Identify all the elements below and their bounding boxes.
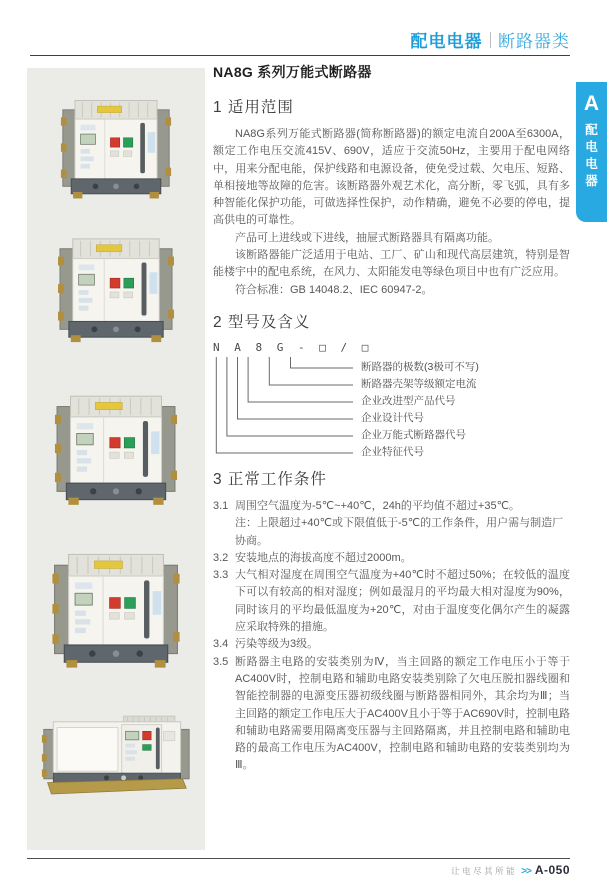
header-category: 配电电器 (410, 32, 483, 51)
product-photo-3 (53, 390, 179, 510)
model-diagram-lines (213, 357, 358, 457)
model-label-feature-code: 企业特征代号 (361, 445, 424, 458)
product-photo-panel (27, 68, 205, 850)
section-working-conditions (213, 467, 570, 775)
condition-item (213, 636, 570, 653)
model-designation-diagram (213, 341, 570, 464)
header-subcategory: 断路器类 (498, 32, 570, 51)
section2-heading: 2 型号及含义 (213, 313, 311, 331)
model-label-frame-current: 断路器壳架等级额定电流 (361, 377, 477, 390)
page-footer (451, 863, 570, 877)
footer-slogan: 让电尽其所能 (451, 866, 518, 876)
product-photo-1 (60, 93, 172, 205)
section1-paragraph: NA8G系列万能式断路器(简称断路器)的额定电流自200A至6300A，额定工作电压交流415V、690V，适应于交流50Hz，主要用于配电网络中，用来分配电能，保护线路和电源设备，使免受过载、欠电压、短路、单相接地等故障的危害。该断路器外观艺术化，高分断，零飞弧，具有多种智能化保护功能，可做选择性保护，动作精确，避免不必要的停电，提高供电的可靠性。 (213, 128, 570, 227)
condition-text: 大气相对湿度在周围空气温度为+40℃时不超过50%；在较低的温度下可以有较高的相对湿度；例如最湿月的平均最大相对湿度为90%，同时该月的平均最低温度为+20℃，对由于温度变化偶尔产生的凝露应采取特殊的措施。 (235, 569, 570, 634)
section1-paragraph: 产品可上进线或下进线，抽屉式断路器具有隔离功能。 (235, 231, 499, 244)
section1-heading: 1 适用范围 (213, 99, 294, 116)
footer-arrows: >> (521, 866, 531, 877)
model-label-improved-product: 企业改进型产品代号 (361, 394, 456, 407)
header-separator (490, 32, 492, 48)
condition-text: 断路器主电路的安装类别为Ⅳ，当主回路的额定工作电压小于等于AC400V时，控制电路和辅助电路安装类别除了欠电压脱扣器线圈和智能控制器的电源变压器初级线圈与断路器相同外，其余均为Ⅲ；当主回路的额定工作电压大于AC400V且小于等于AC690V时，控制电路和辅助电路需要用隔离变压器与主回路隔离，并且控制电路和辅助电路的最高工作电压为AC400V，控制电路和辅助电路的安装类别均为Ⅲ。 (235, 655, 570, 772)
condition-item (213, 550, 570, 567)
chapter-tab (576, 82, 607, 222)
chapter-char: 配 (585, 123, 598, 137)
product-photo-2 (57, 233, 175, 347)
section-scope (213, 95, 570, 299)
condition-number: 3.2 (213, 551, 229, 564)
condition-item (213, 654, 570, 775)
condition-item (213, 498, 570, 515)
model-label-design-code: 企业设计代号 (361, 411, 424, 424)
section1-paragraph: 该断路器能广泛适用于电站、工厂、矿山和现代高层建筑，特别是智能楼宇中的配电系统，在风力、太阳能发电等绿色项目中也有广泛应用。 (213, 249, 570, 279)
model-label-poles: 断路器的极数(3极可不写) (361, 360, 479, 373)
condition-text: 周围空气温度为-5℃~+40℃，24h的平均值不超过+35℃。 (235, 499, 520, 512)
model-code: N A 8 G - □ / □ (213, 340, 373, 354)
section3-heading: 3 正常工作条件 (213, 470, 327, 488)
condition-number: 3.1 (213, 499, 229, 512)
main-content (213, 62, 570, 775)
header-rule (30, 55, 570, 56)
model-label-breaker-code: 企业万能式断路器代号 (361, 428, 466, 441)
condition-number: 3.3 (213, 569, 229, 582)
footer-page-number: A-050 (534, 863, 570, 877)
chapter-letter: A (583, 92, 600, 115)
condition-text: 污染等级为3级。 (235, 638, 319, 651)
section1-paragraph: 符合标准：GB 14048.2、IEC 60947-2。 (235, 283, 433, 296)
product-photo-4 (50, 548, 182, 673)
chapter-label (585, 122, 598, 190)
footer-rule (27, 858, 570, 859)
product-photo-5 (40, 712, 192, 800)
page-title: NA8G 系列万能式断路器 (213, 64, 372, 80)
chapter-char: 电 (585, 157, 598, 171)
page-header (411, 27, 571, 52)
condition-note: 注：上限超过+40℃或下限值低于-5℃的工作条件，用户需与制造厂协商。 (235, 517, 564, 547)
chapter-char: 电 (585, 140, 598, 154)
chapter-char: 器 (585, 174, 598, 188)
condition-item (213, 567, 570, 636)
condition-number: 3.4 (213, 638, 229, 651)
condition-text: 安装地点的海拔高度不超过2000m。 (235, 551, 412, 564)
condition-number: 3.5 (213, 655, 229, 668)
section-model (213, 310, 570, 464)
